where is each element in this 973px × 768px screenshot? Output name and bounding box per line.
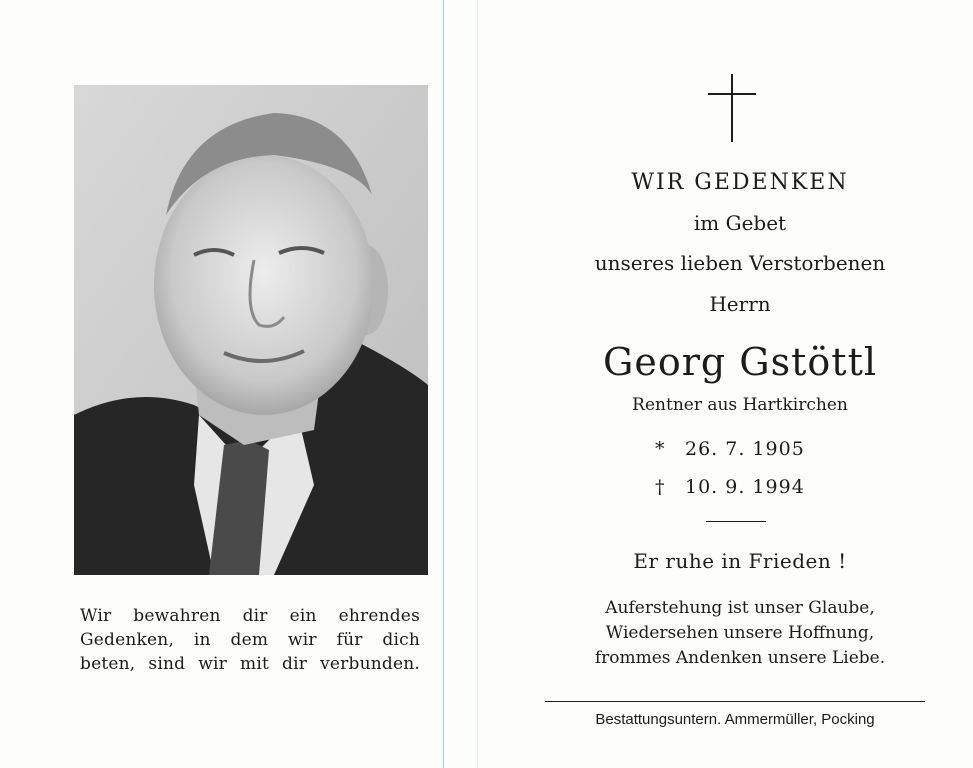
undertaker-credit: Bestattungsuntern. Ammermüller, Pocking (595, 711, 875, 728)
left-verse-line: beten, sind wir mit dir verbunden. (80, 654, 420, 674)
birth-date: 26. 7. 1905 (685, 438, 805, 460)
right-verse-line: Wiedersehen unsere Hoffnung, (605, 623, 875, 643)
birth-date-row (655, 438, 805, 460)
heading: WIR GEDENKEN (631, 170, 849, 195)
salutation: Herrn (709, 292, 771, 316)
left-verse (80, 604, 420, 676)
portrait-photo (74, 85, 428, 575)
death-date-row (655, 476, 805, 498)
footer-divider (545, 701, 925, 702)
right-verse-line: Auferstehung ist unser Glaube, (605, 598, 875, 618)
left-verse-line: Gedenken, in dem wir für dich (80, 630, 420, 650)
line-im-gebet: im Gebet (693, 211, 787, 235)
deceased-name: Georg Gstöttl (603, 340, 877, 384)
line-verstorbenen: unseres lieben Verstorbenen (594, 251, 886, 275)
birth-star-icon: * (655, 438, 666, 460)
left-verse-line: Wir bewahren dir ein ehrendes (80, 606, 420, 626)
fold-line (443, 0, 444, 768)
farewell: Er ruhe in Frieden ! (633, 549, 847, 573)
death-cross-icon: † (655, 476, 666, 498)
divider (706, 521, 766, 522)
cross-icon (708, 74, 756, 142)
death-date: 10. 9. 1994 (685, 476, 805, 498)
page-edge (477, 0, 478, 768)
right-verse-line: frommes Andenken unsere Liebe. (594, 648, 886, 668)
occupation: Rentner aus Hartkirchen (632, 395, 848, 415)
